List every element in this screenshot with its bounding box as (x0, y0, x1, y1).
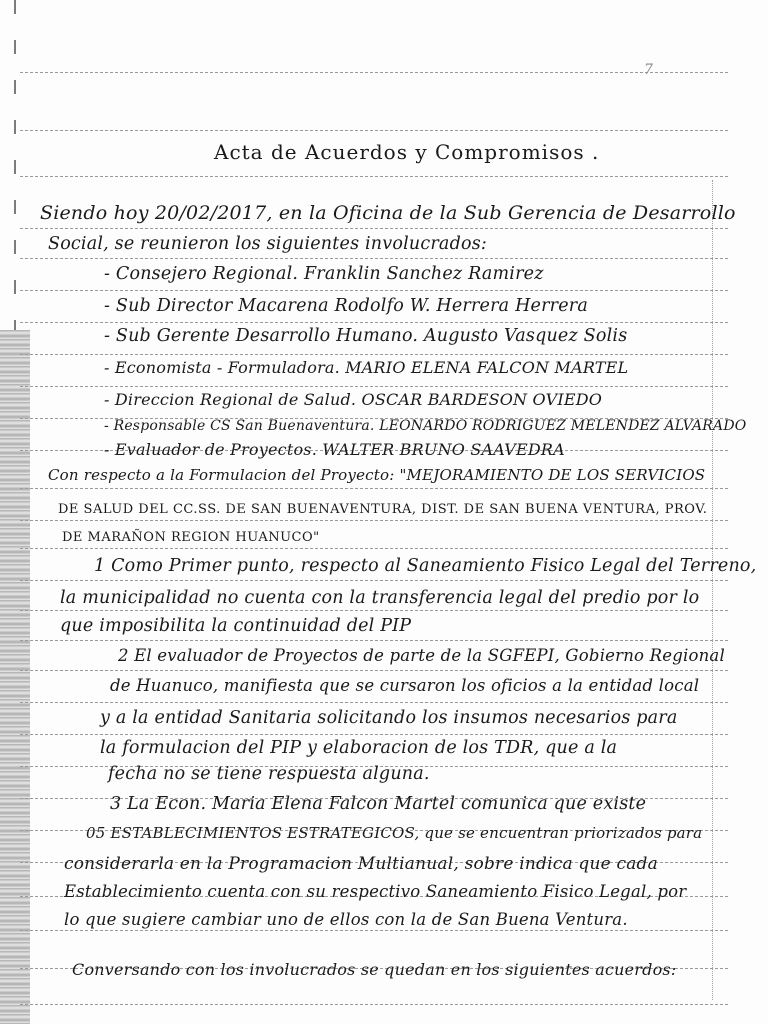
point-line: y a la entidad Sanitaria solicitando los insumos necesarios para (100, 708, 678, 728)
ruled-line (20, 1004, 728, 1005)
ruled-line (20, 322, 728, 323)
point-line: 2 El evaluador de Proyectos de parte de la SGFEPI, Gobierno Regional (118, 646, 725, 665)
point-line: 1 Como Primer punto, respecto al Saneamiento Fisico Legal del Terreno, (94, 556, 757, 576)
point-line: de Huanuco, manifiesta que se cursaron los oficios a la entidad local (110, 676, 700, 695)
ruled-line (20, 610, 728, 611)
ruled-line (20, 488, 728, 489)
ruled-line (20, 258, 728, 259)
ruled-line (20, 228, 728, 229)
margin-line (14, 0, 16, 330)
ruled-line (20, 176, 728, 177)
project-line: Con respecto a la Formulacion del Proyecto: "MEJORAMIENTO DE LOS SERVICIOS (48, 466, 706, 484)
attendee-line: - Sub Gerente Desarrollo Humano. Augusto Vasquez Solis (104, 326, 628, 346)
attendee-line: - Consejero Regional. Franklin Sanchez Ramirez (104, 264, 544, 284)
point-line: que imposibilita la continuidad del PIP (60, 616, 412, 636)
point-line: lo que sugiere cambiar uno de ellos con la de San Buena Ventura. (64, 910, 628, 929)
text-line: Social, se reunieron los siguientes involucrados: (48, 234, 487, 254)
ruled-line (20, 72, 728, 73)
point-line: considerarla en la Programacion Multianual, sobre indica que cada (64, 854, 658, 874)
ruled-line (20, 640, 728, 641)
attendee-line: - Direccion Regional de Salud. OSCAR BARDESON OVIEDO (104, 390, 603, 409)
text-line: Siendo hoy 20/02/2017, en la Oficina de la Sub Gerencia de Desarrollo (40, 202, 736, 224)
right-margin-line (712, 180, 713, 1000)
corner-mark: 7 (644, 62, 654, 78)
point-line: la formulacion del PIP y elaboracion de los TDR, que a la (100, 738, 618, 758)
ruled-line (20, 670, 728, 671)
ruled-line (20, 548, 728, 549)
ruled-line (20, 734, 728, 735)
point-line: 05 ESTABLECIMIENTOS ESTRATEGICOS, que se encuentran priorizados para (86, 824, 703, 842)
ruled-line (20, 580, 728, 581)
document-title: Acta de Acuerdos y Compromisos . (214, 140, 600, 164)
ruled-line (20, 702, 728, 703)
attendee-line: - Evaluador de Proyectos. WALTER BRUNO SAAVEDRA (104, 440, 565, 459)
point-line: la municipalidad no cuenta con la transferencia legal del predio por lo (60, 588, 700, 608)
attendee-line: - Sub Director Macarena Rodolfo W. Herrera Herrera (104, 296, 588, 316)
project-line: DE MARAÑON REGION HUANUCO" (62, 530, 320, 545)
ruled-line (20, 130, 728, 131)
point-line: 3 La Econ. Maria Elena Falcon Martel comunica que existe (110, 794, 647, 814)
scan-binding-edge (0, 330, 30, 1024)
point-line: fecha no se tiene respuesta alguna. (108, 764, 430, 784)
attendee-line: - Economista - Formuladora. MARIO ELENA FALCON MARTEL (104, 358, 629, 377)
attendee-line: - Responsable CS San Buenaventura. LEONARDO RODRIGUEZ MELENDEZ ALVARADO (104, 418, 747, 434)
ruled-line (20, 386, 728, 387)
point-line: Establecimiento cuenta con su respectivo Saneamiento Fisico Legal, por (64, 882, 687, 901)
ruled-line (20, 930, 728, 931)
agreement-intro-line: Conversando con los involucrados se quedan en los siguientes acuerdos: (72, 960, 677, 979)
ruled-line (20, 354, 728, 355)
ruled-line (20, 520, 728, 521)
ruled-line (20, 290, 728, 291)
project-line: DE SALUD DEL CC.SS. DE SAN BUENAVENTURA, DIST. DE SAN BUENA VENTURA, PROV. (58, 502, 708, 517)
